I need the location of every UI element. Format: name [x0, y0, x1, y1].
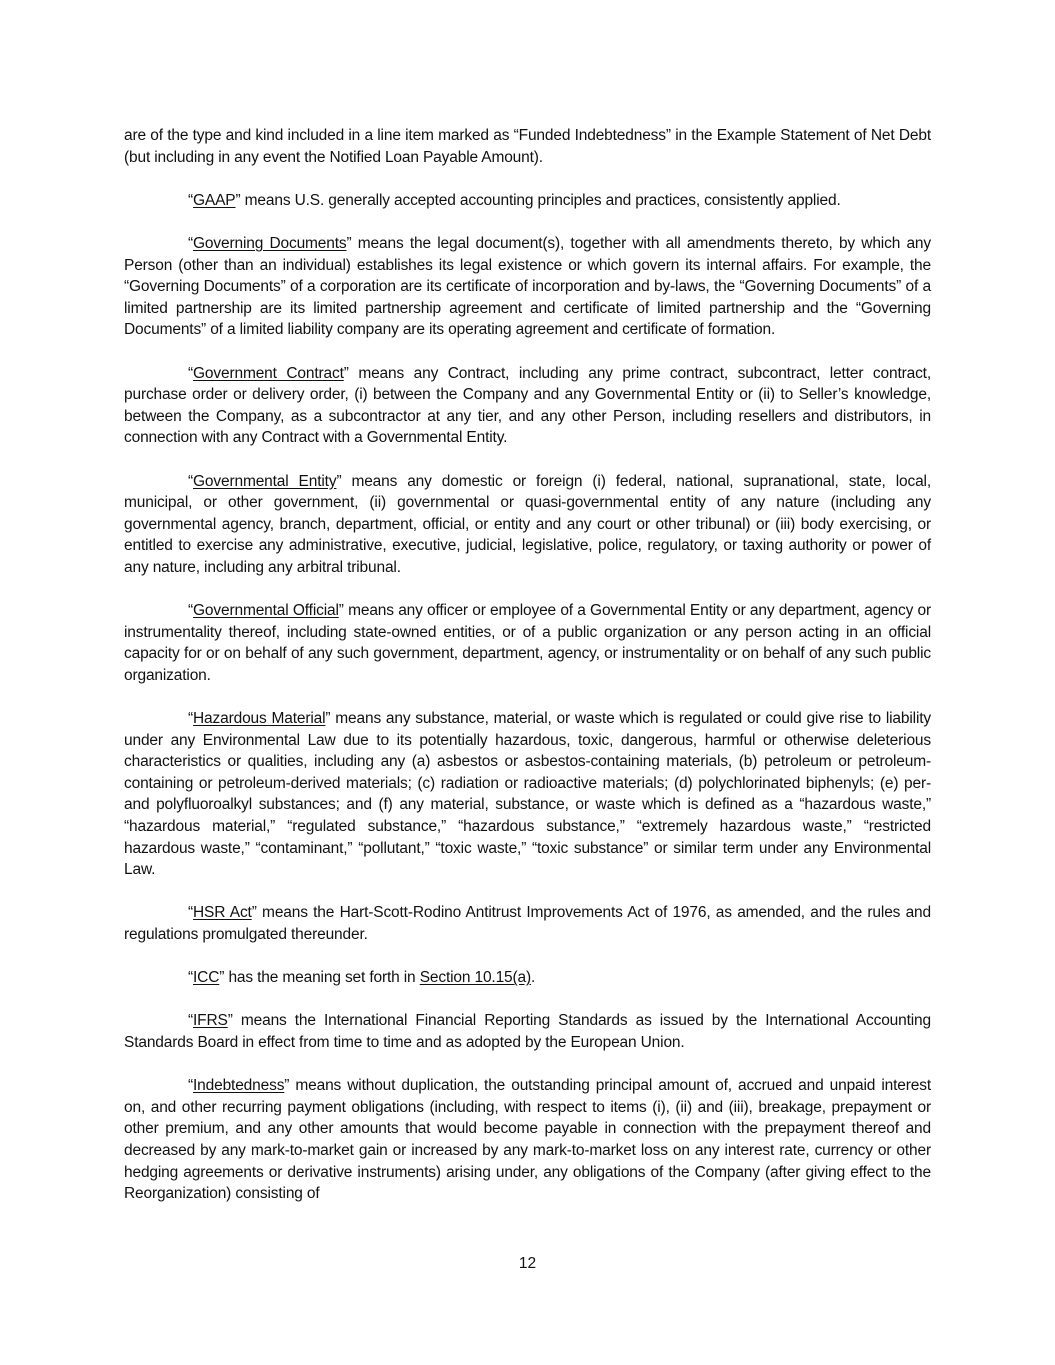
defined-term: Governmental Entity: [193, 472, 337, 490]
defined-term: GAAP: [193, 191, 236, 209]
close-quote: ”: [235, 191, 241, 209]
definition-government-contract: [124, 363, 931, 449]
definition-text: has the meaning set forth in: [224, 969, 420, 987]
open-quote: “: [188, 1077, 194, 1095]
defined-term: Governmental Official: [193, 602, 339, 620]
open-quote: “: [188, 904, 194, 922]
open-quote: “: [188, 472, 194, 490]
section-cross-reference: Section 10.15(a): [419, 969, 532, 987]
defined-term: Government Contract: [193, 364, 344, 382]
definition-governing-documents: [124, 233, 931, 341]
open-quote: “: [188, 191, 194, 209]
definition-suffix: .: [531, 969, 536, 987]
open-quote: “: [188, 710, 194, 728]
definition-text: means the International Financial Reporting Standards as issued by the International Accounting Standards Board in effect from time to time and as adopted by the European Union.: [124, 1012, 931, 1051]
definition-text: means the Hart-Scott-Rodino Antitrust Improvements Act of 1976, as amended, and the rules and regulations promulgated thereunder.: [124, 904, 932, 943]
defined-term: Indebtedness: [193, 1077, 285, 1095]
defined-term: Hazardous Material: [193, 710, 326, 728]
close-quote: ”: [251, 904, 257, 922]
page-number: 12: [518, 1255, 537, 1272]
open-quote: “: [188, 602, 194, 620]
close-quote: ”: [343, 364, 349, 382]
open-quote: “: [188, 234, 194, 252]
close-quote: ”: [336, 472, 342, 490]
page-body: [124, 125, 931, 1226]
close-quote: ”: [346, 234, 352, 252]
definition-icc: [124, 967, 931, 989]
definition-governmental-entity: [124, 471, 931, 579]
defined-term: ICC: [193, 969, 220, 987]
definition-hsr-act: [124, 902, 931, 945]
defined-term: HSR Act: [193, 904, 252, 922]
open-quote: “: [188, 969, 194, 987]
close-quote: ”: [338, 602, 344, 620]
definition-text: means any substance, material, or waste which is regulated or could give rise to liability under any Environmental Law due to its potentially hazardous, toxic, dangerous, harmful or otherwise deleterious characteristics or qualities, including any (a) asbestos or asbestos-containing materials, (b) petroleum or petroleum-containing or petroleum-derived materials; (c) radiation or radioactive materials; (d) polychlorinated biphenyls; (e) per- and polyfluoroalkyl substances; and (f) any material, substance, or waste which is defined as a “hazardous waste,” “hazardous material,” “regulated substance,” “hazardous substance,” “extremely hazardous waste,” “restricted hazardous waste,” “contaminant,” “pollutant,” “toxic waste,” “toxic substance” or similar term under any Environmental Law.: [124, 710, 931, 879]
close-quote: ”: [227, 1012, 233, 1030]
close-quote: ”: [325, 710, 331, 728]
definition-text: means without duplication, the outstanding principal amount of, accrued and unpaid interest on, and other recurring payment obligations (including, with respect to items (i), (ii) and (iii), breakage, prepayment or other premium, and any other amounts that would become payable in connection with the prepayment thereof and decreased by any mark-to-market gain or increased by any mark-to-market loss on any interest rate, currency or other hedging agreements or derivative instruments) arising under, any obligations of the Company (after giving effect to the Reorganization) consisting of: [124, 1077, 931, 1203]
definition-text: means any Contract, including any prime contract, subcontract, letter contract, purchase order or delivery order, (i) between the Company and any Governmental Entity or (ii) to Seller’s knowledge, between the Company, as a subcontractor at any tier, and any other Person, including resellers and distributors, in connection with any Contract with a Governmental Entity.: [124, 364, 931, 447]
definition-text: means the legal document(s), together with all amendments thereto, by which any Person (other than an individual) establishes its legal existence or which govern its internal affairs. For example, the “Governing Documents” of a corporation are its certificate of incorporation and by-laws, the “Governing Documents” of a limited partnership are its limited partnership agreement and certificate of limited partnership and the “Governing Documents” of a limited liability company are its operating agreement and certificate of formation.: [124, 234, 931, 339]
open-quote: “: [188, 364, 194, 382]
close-quote: ”: [219, 969, 225, 987]
close-quote: ”: [284, 1077, 290, 1095]
defined-term: IFRS: [193, 1012, 228, 1030]
defined-term: Governing Documents: [193, 234, 347, 252]
continuation-paragraph: are of the type and kind included in a line item marked as “Funded Indebtedness” in the Example Statement of Net Debt (but including in any event the Notified Loan Payable Amount).: [124, 127, 931, 166]
definition-gaap: [124, 190, 931, 212]
definition-governmental-official: [124, 600, 931, 686]
definition-ifrs: [124, 1010, 931, 1053]
open-quote: “: [188, 1012, 194, 1030]
definition-indebtedness: [124, 1075, 931, 1205]
definition-text: means any domestic or foreign (i) federal, national, supranational, state, local, municipal, or other government, (ii) governmental or quasi-governmental entity of any nature (including any governmental agency, branch, department, official, or entity and any court or other tribunal) or (iii) body exercising, or entitled to exercise any administrative, executive, judicial, legislative, police, regulatory, or taxing authority or power of any nature, including any arbitral tribunal.: [124, 472, 931, 576]
definition-text: means any officer or employee of a Governmental Entity or any department, agency or instrumentality thereof, including state-owned entities, or of a public organization or any person acting in an official capacity for or on behalf of any such government, department, agency, or instrumentality or on behalf of any such public organization.: [124, 602, 931, 684]
definition-hazardous-material: [124, 708, 931, 881]
definition-text: means U.S. generally accepted accounting principles and practices, consistently applied.: [240, 191, 841, 209]
